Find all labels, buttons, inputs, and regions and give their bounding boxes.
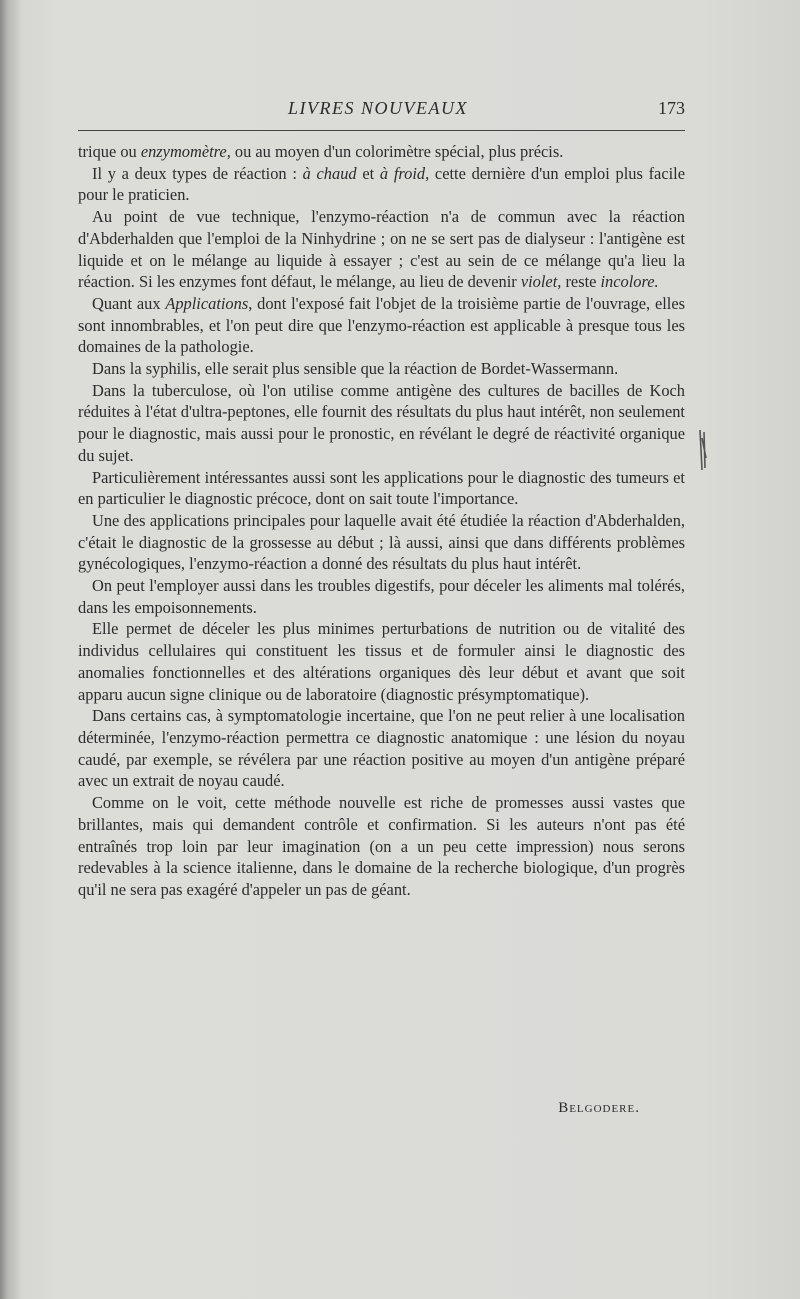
signature: Belgodere. xyxy=(558,1100,640,1116)
italic-text: violet, xyxy=(520,272,562,292)
paragraph xyxy=(78,792,685,901)
running-title: LIVRES NOUVEAUX xyxy=(288,98,468,118)
page-number: 173 xyxy=(658,98,685,118)
header-rule xyxy=(78,130,685,131)
paragraph xyxy=(78,141,685,163)
italic-text: enzymomètre, xyxy=(140,142,231,161)
italic-text: Applications, xyxy=(165,293,253,313)
text-run: Dans la syphilis, elle serait plus sensible que la réaction de Bordet-Wassermann. xyxy=(92,359,619,379)
text-run: Comme on le voit, cette méthode nouvelle est riche de promesses aussi vastes que brillantes, mais qui demandent contrôle et confirmation. Si les auteurs n'ont pas été entraînés trop loin par leur imagination (on a un peu cette impression) nous serons redevables à la science italienne, dans le domaine de la recherche biologique, d'un progrès qu'il ne sera pas exagéré d'appeler un pas de géant. xyxy=(78,793,685,899)
text-run: Au point de vue technique, l'enzymo-réaction n'a de commun avec la réaction d'Abderhalden que l'emploi de la Ninhydrine ; on ne se sert pas de dialyseur : l'antigène est liquide et on le mélange au liquide à essayer ; c'est au sein de ce mélange qu'a lieu la réaction. Si les enzymes font défaut, le mélange, au lieu de devenir xyxy=(78,207,685,292)
text-run: Quant aux xyxy=(92,293,166,313)
paragraph xyxy=(78,705,685,792)
margin-pencil-mark xyxy=(697,428,709,472)
paragraph xyxy=(78,510,685,575)
paragraph xyxy=(78,293,685,358)
text-run: reste xyxy=(561,272,601,292)
italic-text: à froid, xyxy=(379,163,430,183)
paragraph xyxy=(78,467,685,510)
paragraph xyxy=(78,358,685,380)
text-run: trique ou xyxy=(78,142,141,161)
body-text xyxy=(78,141,685,901)
text-run: dont l'exposé fait l'objet de la troisième partie de l'ouvrage, elles sont innombrables, et l'on peut dire que l'enzymo-réaction est applicable à presque tous les domaines de la pathologie. xyxy=(78,293,685,357)
paragraph xyxy=(78,163,685,206)
paragraph xyxy=(78,575,685,618)
text-run: ou au moyen d'un colorimètre spécial, plus précis. xyxy=(230,142,564,161)
text-run: et xyxy=(356,163,380,183)
text-run: Elle permet de déceler les plus minimes perturbations de nutrition ou de vitalité des individus cellulaires qui constituent les tissus et de formuler ainsi le diagnostic des anomalies fonctionnelles et des altérations organiques dès leur début et avant que soit apparu aucun signe clinique ou de laboratoire (diagnostic présymptomatique). xyxy=(78,619,685,704)
text-run: Dans certains cas, à symptomatologie incertaine, que l'on ne peut relier à une localisation déterminée, l'enzymo-réaction permettra ce diagnostic anatomique : une lésion du noyau caudé, par exemple, se révélera par une réaction positive au moyen d'un antigène préparé avec un extrait de noyau caudé. xyxy=(78,706,685,791)
text-run: On peut l'employer aussi dans les troubles digestifs, pour déceler les aliments mal tolérés, dans les empoisonnements. xyxy=(78,576,685,617)
text-run: cette dernière d'un emploi plus facile pour le praticien. xyxy=(78,163,685,205)
paragraph xyxy=(78,206,685,293)
italic-text: à chaud xyxy=(302,163,357,183)
paragraph xyxy=(78,618,685,705)
paragraph xyxy=(78,380,685,467)
page-header xyxy=(78,98,685,124)
text-run: Dans la tuberculose, où l'on utilise comme antigène des cultures de bacilles de Koch réduites à l'état d'ultra-peptones, elle fournit des résultats du plus haut intérêt, non seulement pour le diagnostic, mais aussi pour le pronostic, en révélant le degré de réactivité organique du sujet. xyxy=(78,380,685,465)
text-run: Il y a deux types de réaction : xyxy=(92,163,303,183)
text-run: Particulièrement intéressantes aussi sont les applications pour le diagnostic des tumeurs et en particulier le diagnostic précoce, dont on sait toute l'importance. xyxy=(78,467,685,509)
text-run: Une des applications principales pour laquelle avait été étudiée la réaction d'Abderhalden, c'était le diagnostic de la grossesse au début ; là aussi, ainsi que dans différents problèmes gynécologiques, l'enzymo-réaction a donné des résultats du plus haut intérêt. xyxy=(78,510,685,574)
italic-text: incolore. xyxy=(600,272,659,292)
